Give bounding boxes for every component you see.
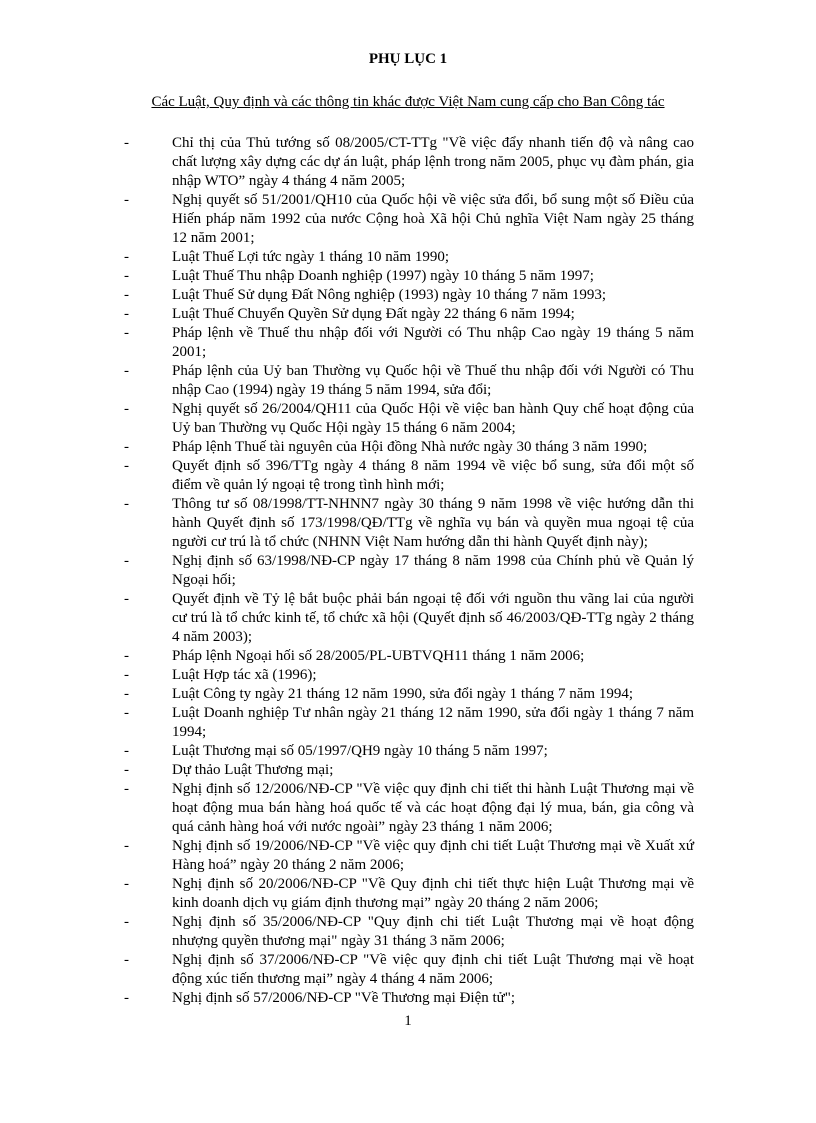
list-item-text: Nghị định số 63/1998/NĐ-CP ngày 17 tháng 8 năm 1998 của Chính phủ về Quản lý Ngoại hối; [172,553,694,588]
list-item [124,267,694,286]
bullet-dash: - [124,762,129,778]
bullet-dash: - [124,990,129,1006]
list-item-text: Nghị quyết số 51/2001/QH10 của Quốc hội về việc sửa đổi, bổ sung một số Điều của Hiến pháp năm 1992 của nước Cộng hoà Xã hội Chủ nghĩa Việt Nam ngày 25 tháng 12 năm 2001; [172,192,694,246]
list-item-text: Quyết định số 396/TTg ngày 4 tháng 8 năm 1994 về việc bổ sung, sửa đổi một số điểm về quản lý ngoại tệ trong tình hình mới; [172,458,694,493]
list-item-text: Luật Doanh nghiệp Tư nhân ngày 21 tháng 12 năm 1990, sửa đổi ngày 1 tháng 7 năm 1994; [172,705,694,740]
list-item [124,951,694,989]
list-item-text: Nghị định số 37/2006/NĐ-CP "Về việc quy định chi tiết Luật Thương mại về hoạt động xúc tiến thương mại” ngày 4 tháng 4 năm 2006; [172,952,694,987]
list-item [124,913,694,951]
bullet-dash: - [124,363,129,379]
bullet-dash: - [124,743,129,759]
list-item [124,875,694,913]
list-item-text: Luật Thuế Lợi tức ngày 1 tháng 10 năm 1990; [172,249,449,265]
bullet-dash: - [124,952,129,968]
page-subtitle: Các Luật, Quy định và các thông tin khác được Việt Nam cung cấp cho Ban Công tác [151,94,665,110]
bullet-dash: - [124,249,129,265]
list-item-text: Luật Thương mại số 05/1997/QH9 ngày 10 tháng 5 năm 1997; [172,743,548,759]
list-item-text: Dự thảo Luật Thương mại; [172,762,334,778]
list-item [124,248,694,267]
list-item-text: Pháp lệnh về Thuế thu nhập đối với Người có Thu nhập Cao ngày 19 tháng 5 năm 2001; [172,325,694,360]
list-item-text: Pháp lệnh Ngoại hối số 28/2005/PL-UBTVQH11 tháng 1 năm 2006; [172,648,585,664]
list-item [124,989,694,1008]
list-item [124,134,694,191]
bullet-dash: - [124,591,129,607]
list-item-text: Chỉ thị của Thủ tướng số 08/2005/CT-TTg "Về việc đẩy nhanh tiến độ và nâng cao chất lượng xây dựng các dự án luật, pháp lệnh trong năm 2005, phục vụ đàm phán, gia nhập WTO” ngày 4 tháng 4 năm 2005; [172,135,694,189]
bullet-dash: - [124,192,129,208]
bullet-dash: - [124,553,129,569]
list-item-text: Luật Thuế Thu nhập Doanh nghiệp (1997) ngày 10 tháng 5 năm 1997; [172,268,594,284]
list-item-text: Pháp lệnh của Uỷ ban Thường vụ Quốc hội về Thuế thu nhập đối với Người có Thu nhập Cao (1994) ngày 19 tháng 5 năm 1994, sửa đổi; [172,363,694,398]
list-item-text: Luật Công ty ngày 21 tháng 12 năm 1990, sửa đổi ngày 1 tháng 7 năm 1994; [172,686,633,702]
page-number: 1 [404,1013,412,1029]
bullet-dash: - [124,287,129,303]
bullet-dash: - [124,914,129,930]
list-item [124,324,694,362]
list-item [124,438,694,457]
list-item-text: Nghị quyết số 26/2004/QH11 của Quốc Hội về việc ban hành Quy chế hoạt động của Uỷ ban Thường vụ Quốc Hội ngày 15 tháng 6 năm 2004; [172,401,694,436]
bullet-dash: - [124,781,129,797]
list-item [124,704,694,742]
legal-document-list [124,134,694,1008]
list-item [124,400,694,438]
page-title: PHỤ LỤC 1 [368,51,448,67]
list-item [124,685,694,704]
list-item [124,552,694,590]
list-item-text: Nghị định số 20/2006/NĐ-CP "Về Quy định chi tiết thực hiện Luật Thương mại về kinh doanh dịch vụ giám định thương mại” ngày 20 tháng 2 năm 2006; [172,876,694,911]
list-item [124,780,694,837]
list-item [124,362,694,400]
list-item [124,305,694,324]
list-item [124,590,694,647]
list-item-text: Nghị định số 12/2006/NĐ-CP "Về việc quy định chi tiết thi hành Luật Thương mại về hoạt động mua bán hàng hoá quốc tế và các hoạt động đại lý mua, bán, gia công và quá cảnh hàng hoá với nước ngoài” ngày 23 tháng 1 năm 2006; [172,781,694,835]
list-item [124,837,694,875]
list-item [124,286,694,305]
bullet-dash: - [124,705,129,721]
bullet-dash: - [124,686,129,702]
list-item [124,647,694,666]
list-item [124,457,694,495]
list-item-text: Luật Hợp tác xã (1996); [172,667,317,683]
bullet-dash: - [124,268,129,284]
list-item-text: Pháp lệnh Thuế tài nguyên của Hội đồng Nhà nước ngày 30 tháng 3 năm 1990; [172,439,648,455]
list-item-text: Nghị định số 35/2006/NĐ-CP "Quy định chi tiết Luật Thương mại về hoạt động nhượng quyền thương mại" ngày 31 tháng 3 năm 2006; [172,914,694,949]
list-item-text: Quyết định về Tỷ lệ bắt buộc phải bán ngoại tệ đối với nguồn thu vãng lai của người cư trú là tổ chức kinh tế, tổ chức xã hội (Quyết định số 46/2003/QĐ-TTg ngày 2 tháng 4 năm 2003); [172,591,694,645]
bullet-dash: - [124,135,129,151]
list-item-text: Luật Thuế Sử dụng Đất Nông nghiệp (1993) ngày 10 tháng 7 năm 1993; [172,287,607,303]
list-item-text: Thông tư số 08/1998/TT-NHNN7 ngày 30 tháng 9 năm 1998 về việc hướng dẫn thi hành Quyết định số 173/1998/QĐ/TTg về nghĩa vụ bán và quyền mua ngoại tệ của người cư trú là tổ chức (NHNN Việt Nam hướng dẫn thi hành Quyết định này); [172,496,694,550]
bullet-dash: - [124,667,129,683]
list-item-text: Nghị định số 19/2006/NĐ-CP "Về việc quy định chi tiết Luật Thương mại về Xuất xứ Hàng hoá” ngày 20 tháng 2 năm 2006; [172,838,694,873]
bullet-dash: - [124,439,129,455]
list-item-text: Luật Thuế Chuyển Quyền Sử dụng Đất ngày 22 tháng 6 năm 1994; [172,306,575,322]
list-item [124,495,694,552]
bullet-dash: - [124,401,129,417]
bullet-dash: - [124,838,129,854]
list-item [124,666,694,685]
bullet-dash: - [124,648,129,664]
bullet-dash: - [124,876,129,892]
list-item [124,761,694,780]
bullet-dash: - [124,496,129,512]
list-item [124,191,694,248]
list-item-text: Nghị định số 57/2006/NĐ-CP "Về Thương mại Điện tử"; [172,990,516,1006]
bullet-dash: - [124,325,129,341]
bullet-dash: - [124,458,129,474]
list-item [124,742,694,761]
bullet-dash: - [124,306,129,322]
